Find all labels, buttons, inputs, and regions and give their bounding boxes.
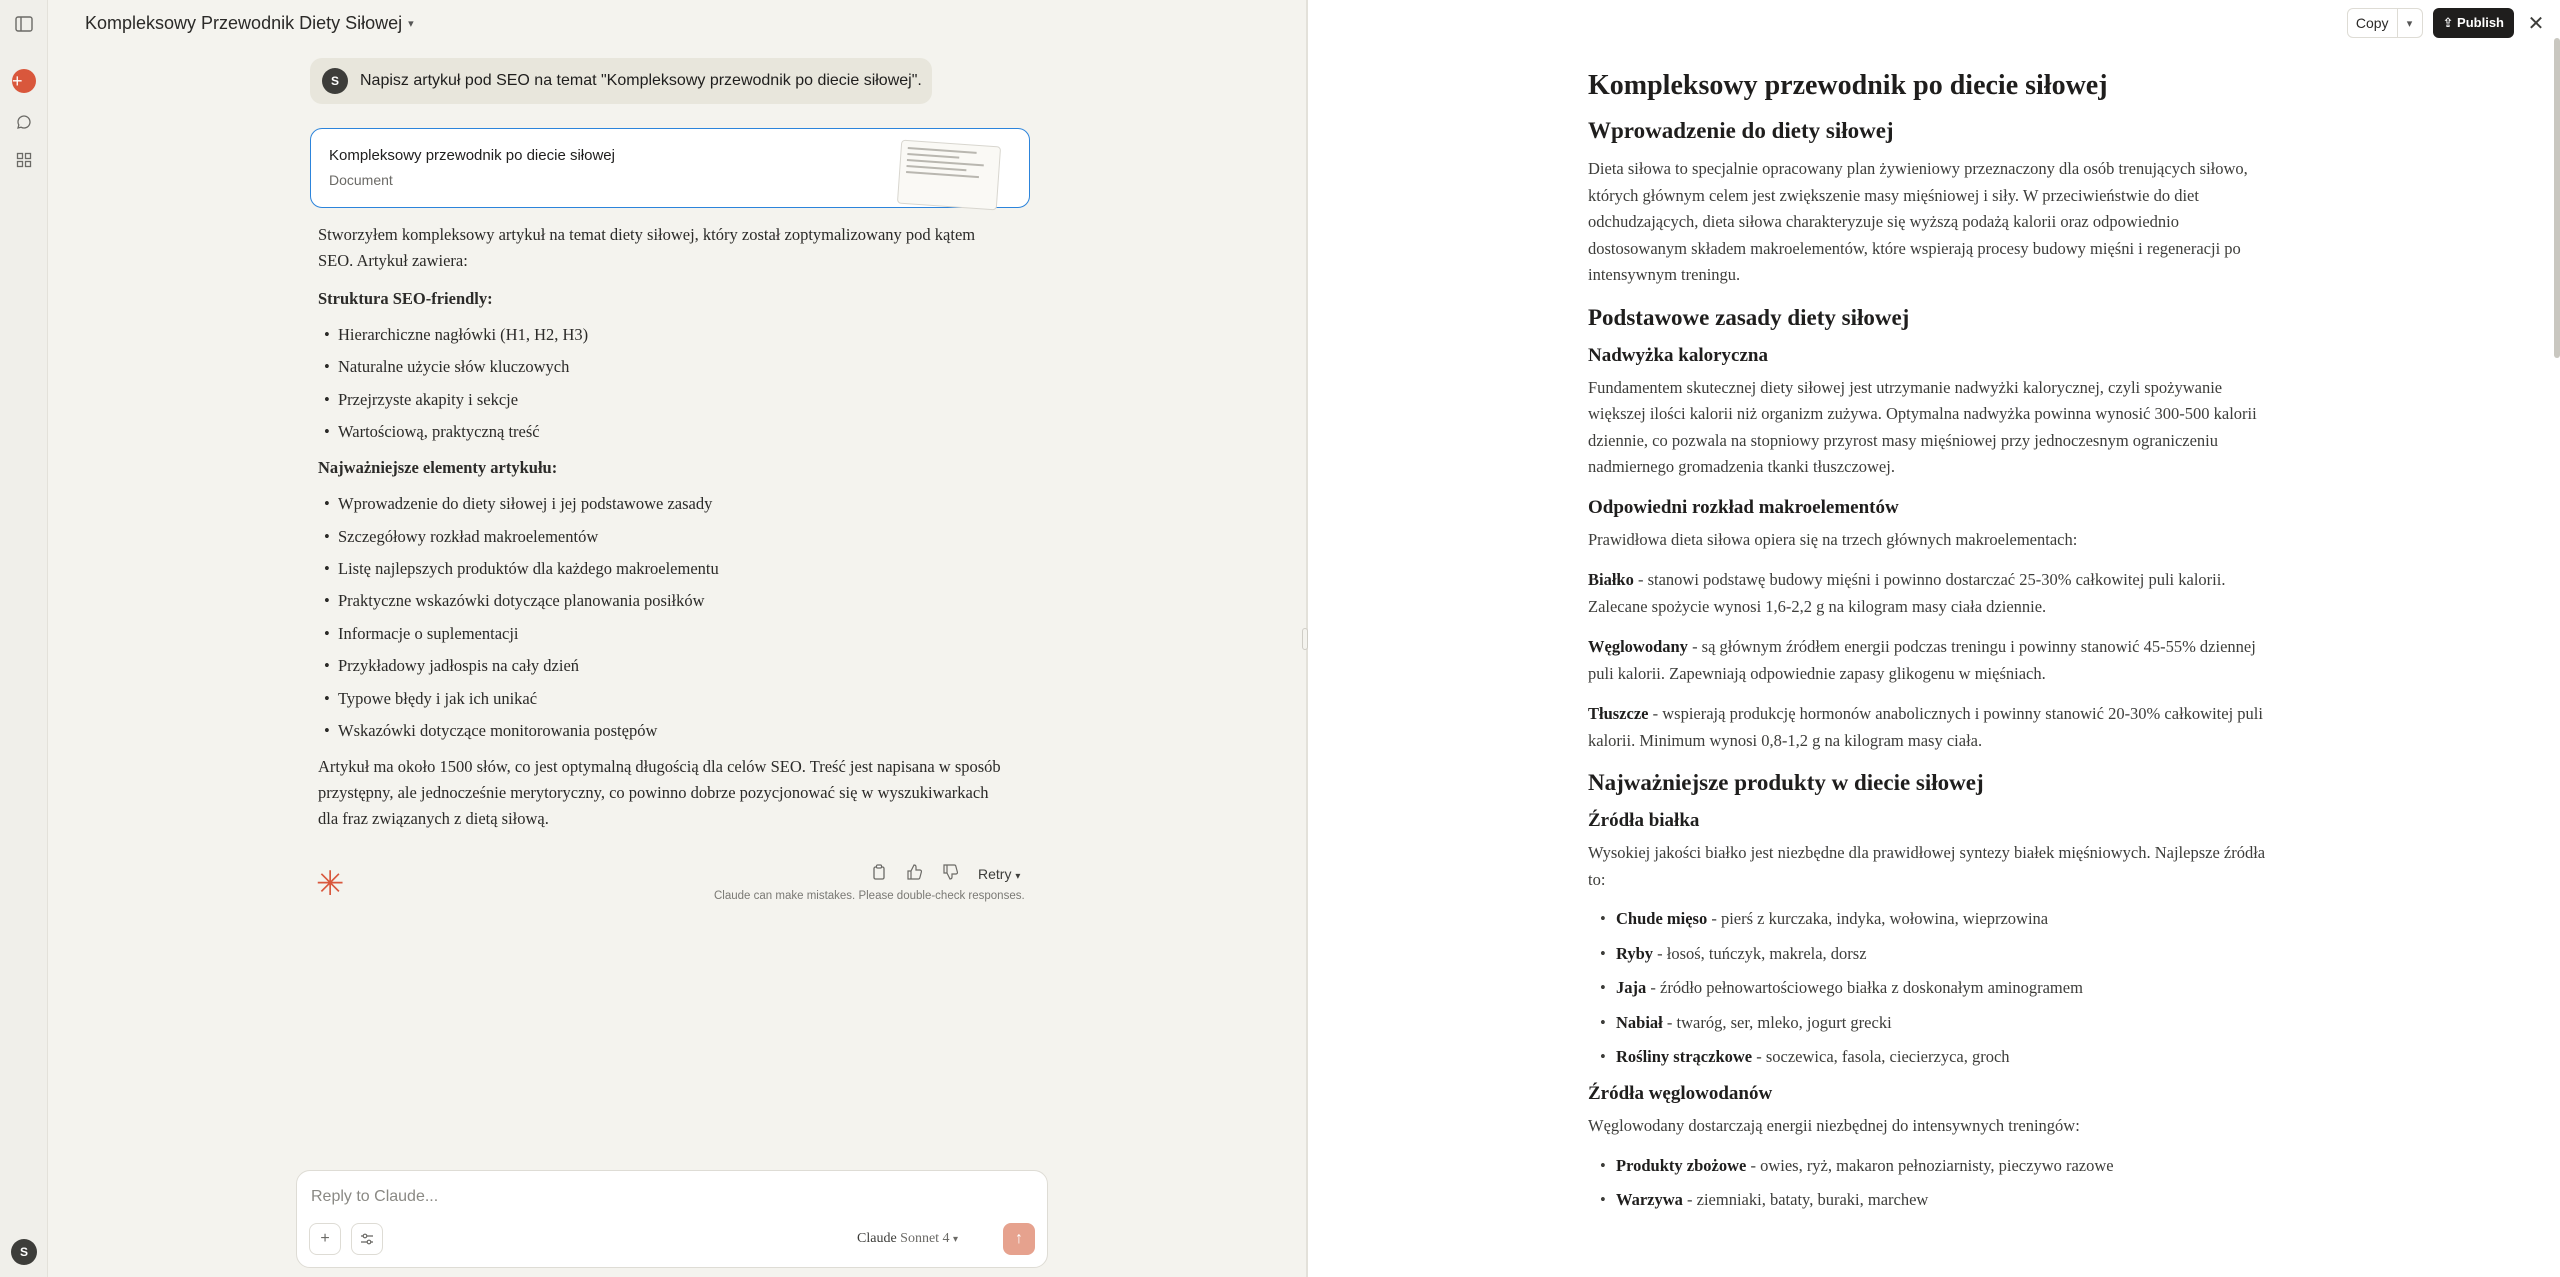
item-text: - źródło pełnowartościowego białka z doskonałym aminogramem	[1646, 978, 2083, 997]
item-text: - owies, ryż, makaron pełnoziarnisty, pieczywo razowe	[1746, 1155, 2114, 1175]
item-name: Nabiał	[1616, 1012, 1663, 1032]
protein-list	[1588, 907, 2268, 1069]
section-heading: Wprowadzenie do diety siłowej	[1588, 118, 1894, 143]
disclaimer: Claude can make mistakes. Please double-check responses.	[714, 890, 1025, 902]
document-content	[1588, 68, 2268, 1224]
share-icon: ⇪	[2442, 15, 2454, 30]
chat-title[interactable]	[85, 13, 414, 34]
artifact-card-type: Document	[329, 172, 393, 188]
item-name: Rośliny strączkowe	[1616, 1047, 1753, 1066]
arrow-up-icon: ↑	[1015, 1230, 1023, 1247]
user-avatar[interactable]: S	[11, 1239, 37, 1265]
model-name: Claude	[857, 1231, 897, 1246]
macro-paragraph	[1588, 634, 2268, 687]
new-chat-button[interactable]	[12, 69, 36, 93]
item-name: Jaja	[1616, 978, 1647, 997]
macro-name: Tłuszcze	[1588, 704, 1649, 723]
reply-outro: Artykuł ma około 1500 słów, co jest optymalną długością dla celów SEO. Treść jest napisana w sposób przystępny, ale jednocześnie merytoryczny, co powinno dobrze pozycjonować się w wyszukiwarkach dla fraz związanych z dietą siłową.	[318, 756, 1001, 828]
plus-icon: +	[12, 69, 36, 93]
macro-paragraph	[1588, 567, 2268, 620]
list-item: • Przejrzyste akapity i sekcje	[338, 387, 1008, 413]
list-item: • Wartościową, praktyczną treść	[338, 419, 1008, 445]
doc-title: Kompleksowy przewodnik po diecie siłowej	[1588, 70, 2108, 101]
list-item	[1616, 976, 2268, 1000]
message-actions	[872, 864, 1020, 884]
retry-label: Retry	[978, 866, 1012, 882]
subsection-heading: Źródła węglowodanów	[1588, 1083, 1773, 1104]
macro-paragraph	[1588, 701, 2268, 754]
reply-input[interactable]: Reply to Claude...	[311, 1188, 439, 1205]
list-item	[1616, 1011, 2268, 1035]
macro-text: - stanowi podstawę budowy mięśni i powinno dostarczać 25-30% całkowitej puli kalorii. Zalecane spożycie wynosi 1,6-2,2 g na kilogram masy ciała dziennie.	[1588, 570, 2226, 616]
item-text: - twaróg, ser, mleko, jogurt grecki	[1662, 1012, 1892, 1032]
reply-heading-2: Najważniejsze elementy artykułu:	[318, 458, 558, 478]
macro-text: - wspierają produkcję hormonów anabolicznych i powinny stanowić 20-30% całkowitej puli kalorii. Minimum wynosi 0,8-1,2 g na kilogram masy ciała.	[1588, 704, 2263, 750]
tools-button[interactable]	[351, 1223, 383, 1255]
subsection-heading: Odpowiedni rozkład makroelementów	[1588, 496, 1899, 518]
subsection-heading: Źródła białka	[1588, 810, 1700, 831]
macro-name: Białko	[1588, 570, 1634, 589]
list-item: • Szczegółowy rozkład makroelementów	[338, 524, 1008, 550]
carb-list	[1588, 1154, 2268, 1213]
claude-logo-icon: ✳	[316, 865, 345, 903]
macro-text: - są głównym źródłem energii podczas treningu i powinny stanowić 45-55% dziennej puli kalorii. Zapewniają odpowiednie zapasy glikogenu w mięśniach.	[1588, 637, 2256, 683]
user-message-avatar: S	[322, 68, 348, 94]
item-text: - pierś z kurczaka, indyka, wołowina, wieprzowina	[1707, 909, 2049, 928]
thumbs-up-icon[interactable]	[906, 864, 922, 884]
copy-button[interactable]: Copy	[2348, 9, 2398, 37]
scrollbar[interactable]	[2554, 38, 2560, 358]
projects-icon[interactable]	[12, 148, 36, 172]
list-item	[1616, 907, 2268, 931]
paragraph: Prawidłowa dieta siłowa opiera się na trzech głównych makroelementach:	[1588, 529, 2078, 549]
section-heading: Podstawowe zasady diety siłowej	[1588, 304, 1910, 330]
subsection-heading: Nadwyżka kaloryczna	[1588, 344, 1768, 366]
publish-label: Publish	[2457, 15, 2504, 30]
list-item	[1616, 942, 2268, 966]
item-name: Ryby	[1616, 943, 1654, 963]
reply-heading-1: Struktura SEO-friendly:	[318, 289, 493, 308]
artifact-pane	[1308, 0, 2560, 1277]
macro-name: Węglowodany	[1588, 637, 1688, 656]
list-item	[1616, 1188, 2268, 1212]
model-version: Sonnet 4	[900, 1231, 950, 1246]
chevron-down-icon: ▾	[1015, 871, 1021, 882]
list-item: • Wskazówki dotyczące monitorowania postępów	[338, 718, 1008, 744]
add-attachment-button[interactable]	[309, 1223, 341, 1255]
sidebar-toggle-icon[interactable]	[12, 12, 36, 36]
copy-options-button[interactable]	[2398, 9, 2422, 37]
artifact-toolbar	[2347, 8, 2560, 38]
item-name: Warzywa	[1616, 1190, 1683, 1209]
reply-list-2	[318, 491, 1008, 744]
chat-pane	[48, 0, 1306, 1277]
user-message	[310, 58, 932, 104]
chevron-down-icon: ▾	[408, 18, 414, 30]
sidebar-rail	[0, 0, 48, 1277]
list-item: • Informacje o suplementacji	[338, 621, 1008, 647]
artifact-thumbnail	[897, 140, 1001, 211]
paragraph: Węglowodany dostarczają energii niezbędnej do intensywnych treningów:	[1588, 1116, 2080, 1135]
send-button[interactable]	[1003, 1223, 1035, 1255]
chevron-down-icon: ▾	[953, 1234, 959, 1245]
item-text: - łosoś, tuńczyk, makrela, dorsz	[1653, 943, 1867, 963]
thumbs-down-icon[interactable]	[942, 864, 958, 884]
item-name: Chude mięso	[1616, 909, 1708, 928]
list-item: • Naturalne użycie słów kluczowych	[338, 354, 1008, 380]
chevron-down-icon: ▾	[2406, 17, 2413, 30]
list-item: • Wprowadzenie do diety siłowej i jej podstawowe zasady	[338, 491, 1008, 517]
model-selector[interactable]	[857, 1231, 958, 1247]
item-text: - ziemniaki, bataty, buraki, marchew	[1682, 1190, 1929, 1209]
artifact-card[interactable]	[310, 128, 1030, 208]
list-item: • Przykładowy jadłospis na cały dzień	[338, 653, 1008, 679]
paragraph: Wysokiej jakości białko jest niezbędne dla prawidłowej syntezy białek mięśniowych. Najlepsze źródła to:	[1588, 843, 2266, 889]
sliders-icon	[360, 1232, 374, 1246]
copy-icon[interactable]	[872, 864, 886, 884]
list-item	[1616, 1154, 2268, 1178]
artifact-card-title: Kompleksowy przewodnik po diecie siłowej	[329, 147, 615, 164]
item-text: - soczewica, fasola, ciecierzyca, groch	[1752, 1047, 2010, 1066]
paragraph: Dieta siłowa to specjalnie opracowany plan żywieniowy przeznaczony dla osób trenujących siłowo, których głównym celem jest zwiększenie masy mięśniowej i siły. W przeciwieństwie do diet odchudzających, dieta siłowa charakteryzuje się wyższą podażą kalorii oraz odpowiednio dostosowanym składem makroelementów, które wspierają procesy budowy mięśni i regeneracji po intensywnym treningu.	[1588, 159, 2248, 284]
reply-intro: Stworzyłem kompleksowy artykuł na temat diety siłowej, który został zoptymalizowany pod kątem SEO. Artykuł zawiera:	[318, 225, 976, 270]
item-name: Produkty zbożowe	[1616, 1155, 1747, 1175]
chats-icon[interactable]	[12, 110, 36, 134]
user-message-text: Napisz artykuł pod SEO na temat "Kompleksowy przewodnik po diecie siłowej".	[360, 72, 922, 89]
retry-button[interactable]	[978, 866, 1020, 882]
list-item	[1616, 1045, 2268, 1069]
plus-icon: +	[320, 1230, 330, 1247]
list-item: • Typowe błędy i jak ich unikać	[338, 686, 1008, 712]
list-item: • Hierarchiczne nagłówki (H1, H2, H3)	[338, 322, 1008, 348]
paragraph: Fundamentem skutecznej diety siłowej jest utrzymanie nadwyżki kalorycznej, czyli spożywanie większej ilości kalorii niż organizm zużywa. Optymalna nadwyżka powinna wynosić 300-500 kalorii dziennie, co pozwala na stopniowy przyrost masy mięśniowej przy jednoczesnym ograniczeniu nadmiernego gromadzenia tkanki tłuszczowej.	[1588, 377, 2257, 476]
list-item: • Praktyczne wskazówki dotyczące planowania posiłków	[338, 588, 1008, 614]
list-item: • Listę najlepszych produktów dla każdego makroelementu	[338, 556, 1008, 582]
close-icon[interactable]: ✕	[2527, 12, 2545, 35]
reply-list-1	[318, 322, 1008, 445]
assistant-reply	[318, 222, 1008, 844]
copy-group	[2347, 8, 2423, 38]
section-heading: Najważniejsze produkty w diecie siłowej	[1588, 770, 1984, 795]
chat-title-text: Kompleksowy Przewodnik Diety Siłowej	[85, 13, 403, 33]
publish-button[interactable]	[2433, 8, 2514, 38]
composer[interactable]	[296, 1170, 1048, 1268]
